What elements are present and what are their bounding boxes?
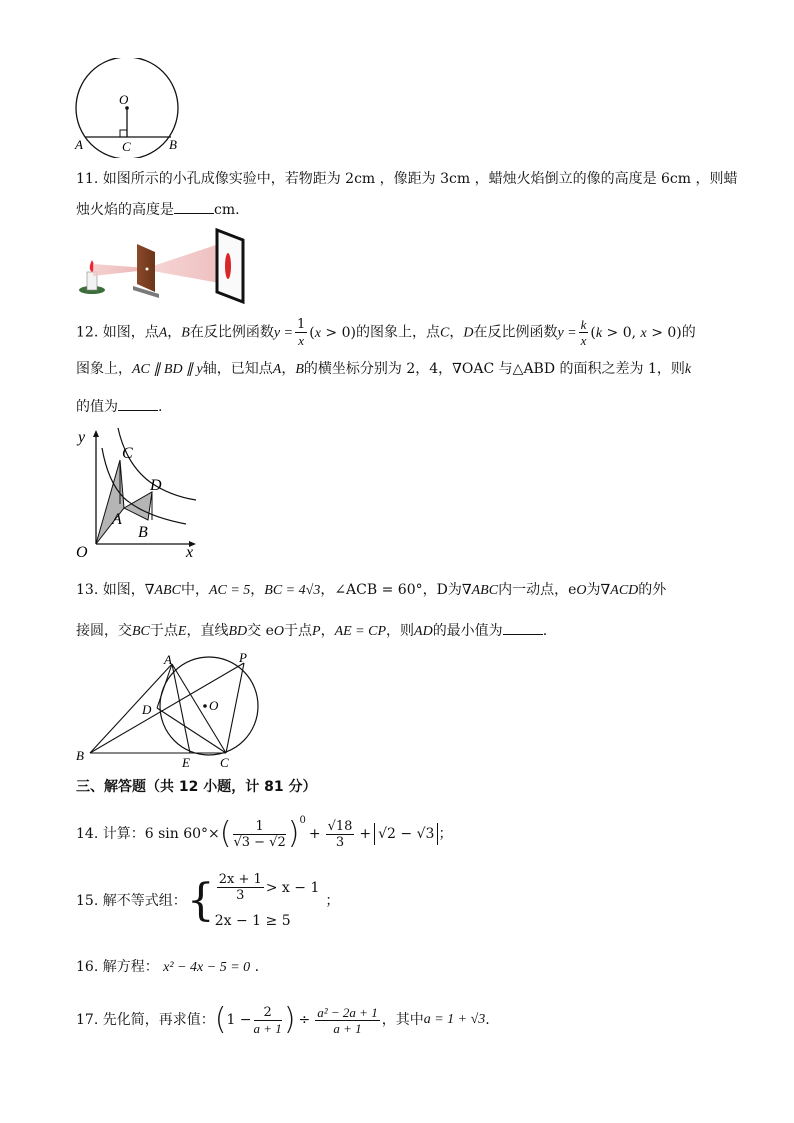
- q17-div: ÷: [298, 1012, 311, 1028]
- q12-text-b: 在反比例函数: [189, 324, 274, 341]
- label-b: B: [138, 524, 148, 541]
- q13-t3: 中，: [180, 582, 209, 598]
- q15-brace: {: [186, 875, 215, 926]
- q11-unit: cm.: [214, 202, 240, 218]
- q12-text-i: 的值为: [76, 399, 118, 415]
- q12-line2: [76, 360, 691, 379]
- q13-u15: 的最小值为: [432, 623, 503, 639]
- q11-number: 11.: [76, 171, 99, 187]
- q14-exponent: 0: [299, 815, 306, 826]
- q16: [76, 958, 259, 977]
- segment-dc: [157, 708, 226, 753]
- label-a: A: [75, 137, 83, 152]
- q13-line1: [76, 581, 666, 600]
- q13-u3: 于点: [149, 623, 178, 639]
- q17: [76, 1000, 490, 1040]
- q13-u7: 交 e: [247, 623, 274, 639]
- q12-parallel: AC ∥ BD ∥ y: [132, 362, 203, 377]
- q12-k: k: [684, 362, 692, 377]
- label-o: O: [76, 544, 88, 560]
- q12-period: .: [158, 399, 163, 415]
- section-heading: 三、解答题（共 12 小题，计 81 分）: [76, 779, 317, 795]
- q17-frac1: $\frac{2}{a + 1}$: [253, 1004, 282, 1036]
- segment-ad: [157, 664, 172, 708]
- q13-u16: .: [542, 623, 548, 639]
- q12-line1: [76, 317, 696, 348]
- q14-plus2: +: [359, 826, 372, 842]
- q12-comma-3: ，: [281, 361, 296, 377]
- q12-text-d: 在反比例函数: [473, 324, 558, 341]
- q17-number: 17.: [76, 1012, 99, 1028]
- q14-expr-a: 6 sin 60°×: [144, 826, 220, 842]
- q12-point-c: C: [439, 325, 450, 341]
- q12-text-a: 如图，点: [102, 324, 159, 341]
- q12-text-e: 的: [681, 324, 696, 341]
- q15-end: ；: [325, 893, 340, 909]
- q13-u8: O: [273, 624, 284, 639]
- label-d: D: [142, 702, 152, 717]
- q15-label: 解不等式组：: [102, 893, 187, 909]
- y-arrow-icon: [93, 430, 99, 437]
- line-bp: [90, 663, 244, 753]
- q15-number: 15.: [76, 893, 99, 909]
- inverted-flame-image: [225, 253, 231, 279]
- q14-label: 计算：: [102, 826, 145, 842]
- segment-pc: [226, 663, 244, 753]
- q12-point-d: D: [463, 325, 474, 341]
- q13-u10: P: [312, 624, 321, 639]
- q13-number: 13.: [76, 582, 99, 598]
- q14-plus1: +: [308, 826, 321, 842]
- q13-u11: ，: [320, 623, 335, 639]
- q13-t2: ABC: [154, 583, 181, 598]
- q12-comma-2: ，: [449, 324, 464, 341]
- q12-point-a: A: [158, 325, 168, 341]
- q17-end: .: [485, 1012, 490, 1028]
- q13-t4: AC = 5: [208, 583, 251, 598]
- q15-ineq2: 2x − 1 ≥ 5: [214, 913, 291, 929]
- q11-answer-blank[interactable]: [174, 201, 214, 214]
- q17-label: 先化简，再求值：: [102, 1012, 215, 1028]
- q13-line2: [76, 622, 547, 641]
- q12-point-a2: A: [272, 362, 282, 377]
- pinhole: [146, 268, 149, 271]
- q12-answer-blank[interactable]: [118, 398, 158, 411]
- q13-t10: O: [576, 583, 587, 598]
- q13-u13: ，则: [386, 623, 415, 639]
- q11-line2: [76, 201, 240, 219]
- q12-cond1: (x > 0): [309, 324, 356, 341]
- q12-text-f: 图象上，: [76, 361, 132, 377]
- label-d: D: [150, 477, 162, 494]
- label-e: E: [182, 755, 190, 770]
- q13-t5: ，: [250, 582, 265, 598]
- q14-number: 14.: [76, 826, 99, 842]
- q16-expr: x² − 4x − 5 = 0: [163, 960, 251, 975]
- q12-func2: y =: [557, 325, 577, 341]
- q12-number: 12.: [76, 324, 99, 341]
- q12-text-c: 的图象上，点: [355, 324, 440, 341]
- q13-answer-blank[interactable]: [503, 622, 543, 635]
- q14-end: ；: [438, 826, 453, 842]
- label-c: C: [122, 445, 133, 462]
- label-b: B: [76, 748, 84, 763]
- q13-t1: 如图，∇: [102, 582, 155, 598]
- circle-figure: [70, 58, 185, 158]
- label-a: A: [164, 652, 172, 667]
- segment-ae: [172, 664, 190, 753]
- q13-t9: 内一动点，e: [498, 582, 577, 598]
- label-b: B: [169, 137, 177, 152]
- q13-u4: E: [177, 624, 187, 639]
- label-o: O: [119, 92, 129, 107]
- q13-u12: AE = CP: [334, 624, 387, 639]
- triangle-abd: [124, 492, 152, 520]
- q12-text-g: 轴，已知点: [202, 361, 273, 377]
- q13-u14: AD: [414, 624, 433, 639]
- q13-u1: 接圆，交: [76, 623, 132, 639]
- q17-mid: ，其中: [381, 1012, 424, 1028]
- q11-line1: [76, 170, 738, 188]
- label-o: O: [209, 698, 219, 713]
- q12-line3: [76, 398, 162, 416]
- q13-u9: 于点: [284, 623, 312, 639]
- q13-u5: ，直线: [186, 623, 229, 639]
- pinhole-figure: [75, 226, 250, 306]
- triangle-circle-figure: [72, 650, 267, 770]
- q15: [76, 870, 339, 932]
- q12-cond2: (k > 0, x > 0): [590, 324, 682, 341]
- q12-point-b: B: [181, 325, 190, 341]
- q13-t6: BC = 4√3: [264, 583, 321, 598]
- beam-right: [147, 242, 225, 284]
- right-angle-mark: [120, 130, 127, 137]
- q13-t13: 的外: [638, 582, 667, 598]
- q13-t8: ABC: [471, 583, 499, 598]
- q12-comma-1: ，: [167, 324, 182, 341]
- q17-frac2: $\frac{\text{a² − 2a + 1}}{a + 1}$: [317, 1004, 378, 1036]
- q14: [76, 812, 452, 856]
- q16-number: 16.: [76, 959, 99, 975]
- q12-frac2: $\frac{k}{x}$: [580, 317, 587, 348]
- q12-func1: y =: [273, 325, 294, 341]
- q12-text-h: 的横坐标分别为 2，4，∇OAC 与△ABD 的面积之差为 1，则: [303, 361, 685, 377]
- center-dot: [203, 704, 207, 708]
- label-x: x: [186, 544, 194, 560]
- q13-u6: BD: [228, 624, 248, 639]
- q13-t12: ACD: [610, 583, 639, 598]
- label-c: C: [122, 139, 131, 154]
- q15-system: [215, 872, 320, 930]
- q17-paren-open: (: [214, 1002, 227, 1037]
- label-p: P: [239, 650, 247, 665]
- q12-frac1: $\frac{1}{x}$: [297, 317, 306, 348]
- hyperbola-figure: [72, 424, 202, 560]
- q13-t7: ，∠ACB = 60°，D为∇: [320, 582, 472, 598]
- q15-ineq1: $\frac{2x + 1}{3}$ > x − 1: [218, 872, 320, 903]
- q17-value: a = 1 + √3: [423, 1012, 486, 1027]
- label-c: C: [220, 755, 229, 770]
- q11-text-1: 如图所示的小孔成像实验中，若物距为 2cm ，像距为 3cm ，蜡烛火焰倒立的像的高度是 6cm ，则蜡: [102, 171, 738, 187]
- q14-abs: √2 − √3: [374, 823, 438, 845]
- q16-end: .: [254, 959, 260, 975]
- q17-one: 1 −: [226, 1012, 252, 1028]
- q14-frac1: $\frac{1}{√3 - √2}$: [233, 818, 286, 850]
- q11-text-2: 烛火焰的高度是: [76, 202, 174, 218]
- q16-label: 解方程：: [102, 959, 159, 975]
- label-y: y: [78, 429, 86, 446]
- q17-paren-close: ): [283, 1002, 296, 1037]
- q12-point-b2: B: [295, 362, 304, 377]
- q14-paren-close: ): [287, 816, 300, 851]
- q13-u2: BC: [132, 624, 150, 639]
- q14-paren-open: (: [219, 816, 232, 851]
- q14-frac2: $\frac{√18}{3}$: [327, 818, 353, 850]
- q13-t11: 为∇: [586, 582, 611, 598]
- label-a: A: [112, 511, 122, 528]
